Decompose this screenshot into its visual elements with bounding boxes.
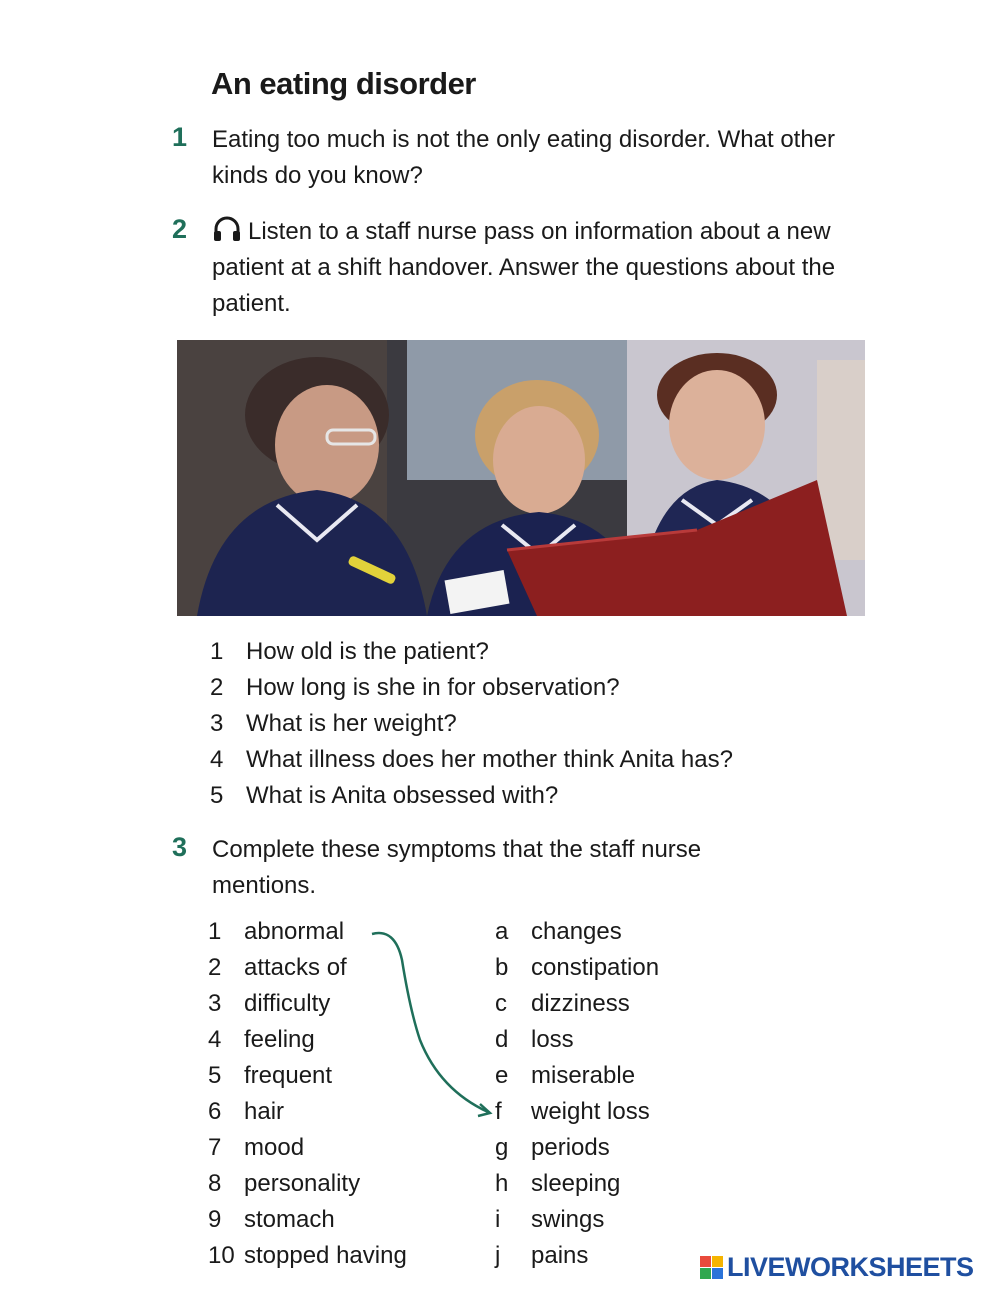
- item-number: 7: [208, 1134, 222, 1161]
- list-item: [210, 706, 733, 742]
- item-letter: h: [495, 1170, 509, 1197]
- item-letter: f: [495, 1098, 502, 1125]
- match-text: swings: [531, 1206, 605, 1233]
- exercise-instruction: Listen to a staff nurse pass on information about a new patient at a shift handover. Answer the questions about the patient.: [212, 218, 836, 317]
- item-letter: j: [495, 1242, 501, 1269]
- match-text: dizziness: [531, 990, 630, 1017]
- list-item: [210, 742, 733, 778]
- match-text: loss: [531, 1026, 574, 1053]
- item-letter: a: [495, 918, 509, 945]
- match-item[interactable]: [495, 1130, 659, 1166]
- match-text: frequent: [244, 1062, 333, 1089]
- item-number: 3: [210, 710, 224, 737]
- match-item[interactable]: [208, 986, 407, 1022]
- item-number: 8: [208, 1170, 222, 1197]
- match-text: miserable: [531, 1062, 636, 1089]
- match-text: abnormal: [244, 918, 345, 945]
- match-item[interactable]: [495, 1022, 659, 1058]
- match-text: constipation: [531, 954, 660, 981]
- match-item[interactable]: [495, 1094, 659, 1130]
- item-number: 3: [208, 990, 222, 1017]
- list-item: [210, 778, 733, 814]
- match-item[interactable]: [495, 950, 659, 986]
- match-text: changes: [531, 918, 622, 945]
- match-text: stomach: [244, 1206, 335, 1233]
- match-text: attacks of: [244, 954, 347, 981]
- item-letter: e: [495, 1062, 509, 1089]
- match-item[interactable]: [208, 914, 407, 950]
- exercise-number: 1: [172, 122, 188, 152]
- exercise-instruction: Complete these symptoms that the staff nurse mentions.: [212, 836, 702, 899]
- nurses-illustration: [177, 340, 865, 616]
- question-text: What is her weight?: [246, 710, 457, 737]
- match-item[interactable]: [495, 1166, 659, 1202]
- match-text: stopped having: [244, 1242, 407, 1269]
- question-list: [210, 634, 733, 814]
- match-text: sleeping: [531, 1170, 621, 1197]
- match-text: pains: [531, 1242, 589, 1269]
- item-number: 4: [210, 746, 224, 773]
- item-number: 2: [208, 954, 222, 981]
- match-text: difficulty: [244, 990, 331, 1017]
- question-text: What illness does her mother think Anita has?: [246, 746, 733, 773]
- match-item[interactable]: [495, 1202, 659, 1238]
- question-text: How old is the patient?: [246, 638, 489, 665]
- item-number: 1: [208, 918, 222, 945]
- page-title: An eating disorder: [211, 66, 476, 101]
- exercise-1: [172, 122, 862, 194]
- item-number: 2: [210, 674, 224, 701]
- item-number: 4: [208, 1026, 222, 1053]
- headphones-icon[interactable]: [212, 216, 242, 242]
- item-letter: g: [495, 1134, 509, 1161]
- match-item[interactable]: [208, 1022, 407, 1058]
- match-text: mood: [244, 1134, 305, 1161]
- match-text: hair: [244, 1098, 285, 1125]
- match-item[interactable]: [495, 1058, 659, 1094]
- liveworksheets-logo-icon: [700, 1256, 723, 1279]
- exercise-number: 2: [172, 214, 188, 244]
- symptoms-left-column: [208, 914, 407, 1274]
- nurses-photo: [177, 340, 865, 616]
- exercise-instruction: Eating too much is not the only eating disorder. What other kinds do you know?: [212, 126, 836, 189]
- match-item[interactable]: [208, 950, 407, 986]
- item-number: 9: [208, 1206, 222, 1233]
- exercise-number: 3: [172, 832, 188, 862]
- match-item[interactable]: [208, 1058, 407, 1094]
- question-text: How long is she in for observation?: [246, 674, 620, 701]
- list-item: [210, 634, 733, 670]
- item-number: 5: [208, 1062, 222, 1089]
- exercise-3: [172, 832, 862, 904]
- match-text: periods: [531, 1134, 610, 1161]
- symptoms-right-column: [495, 914, 659, 1274]
- match-text: weight loss: [531, 1098, 650, 1125]
- match-item[interactable]: [495, 1238, 659, 1274]
- item-letter: d: [495, 1026, 509, 1053]
- item-number: 6: [208, 1098, 222, 1125]
- match-item[interactable]: [208, 1094, 407, 1130]
- item-letter: c: [495, 990, 507, 1017]
- match-item[interactable]: [208, 1130, 407, 1166]
- item-letter: b: [495, 954, 509, 981]
- liveworksheets-brand: [700, 1252, 974, 1283]
- question-text: What is Anita obsessed with?: [246, 782, 559, 809]
- brand-name: LIVEWORKSHEETS: [727, 1252, 974, 1282]
- item-letter: i: [495, 1206, 501, 1233]
- match-item[interactable]: [208, 1202, 407, 1238]
- item-number: 5: [210, 782, 224, 809]
- match-text: personality: [244, 1170, 361, 1197]
- match-item[interactable]: [208, 1238, 407, 1274]
- match-text: feeling: [244, 1026, 315, 1053]
- match-item[interactable]: [495, 986, 659, 1022]
- match-item[interactable]: [495, 914, 659, 950]
- match-item[interactable]: [208, 1166, 407, 1202]
- exercise-2: [172, 214, 862, 322]
- item-number: 1: [210, 638, 224, 665]
- list-item: [210, 670, 733, 706]
- item-number: 10: [208, 1242, 235, 1269]
- exercise-instruction-wrapper: [212, 214, 862, 322]
